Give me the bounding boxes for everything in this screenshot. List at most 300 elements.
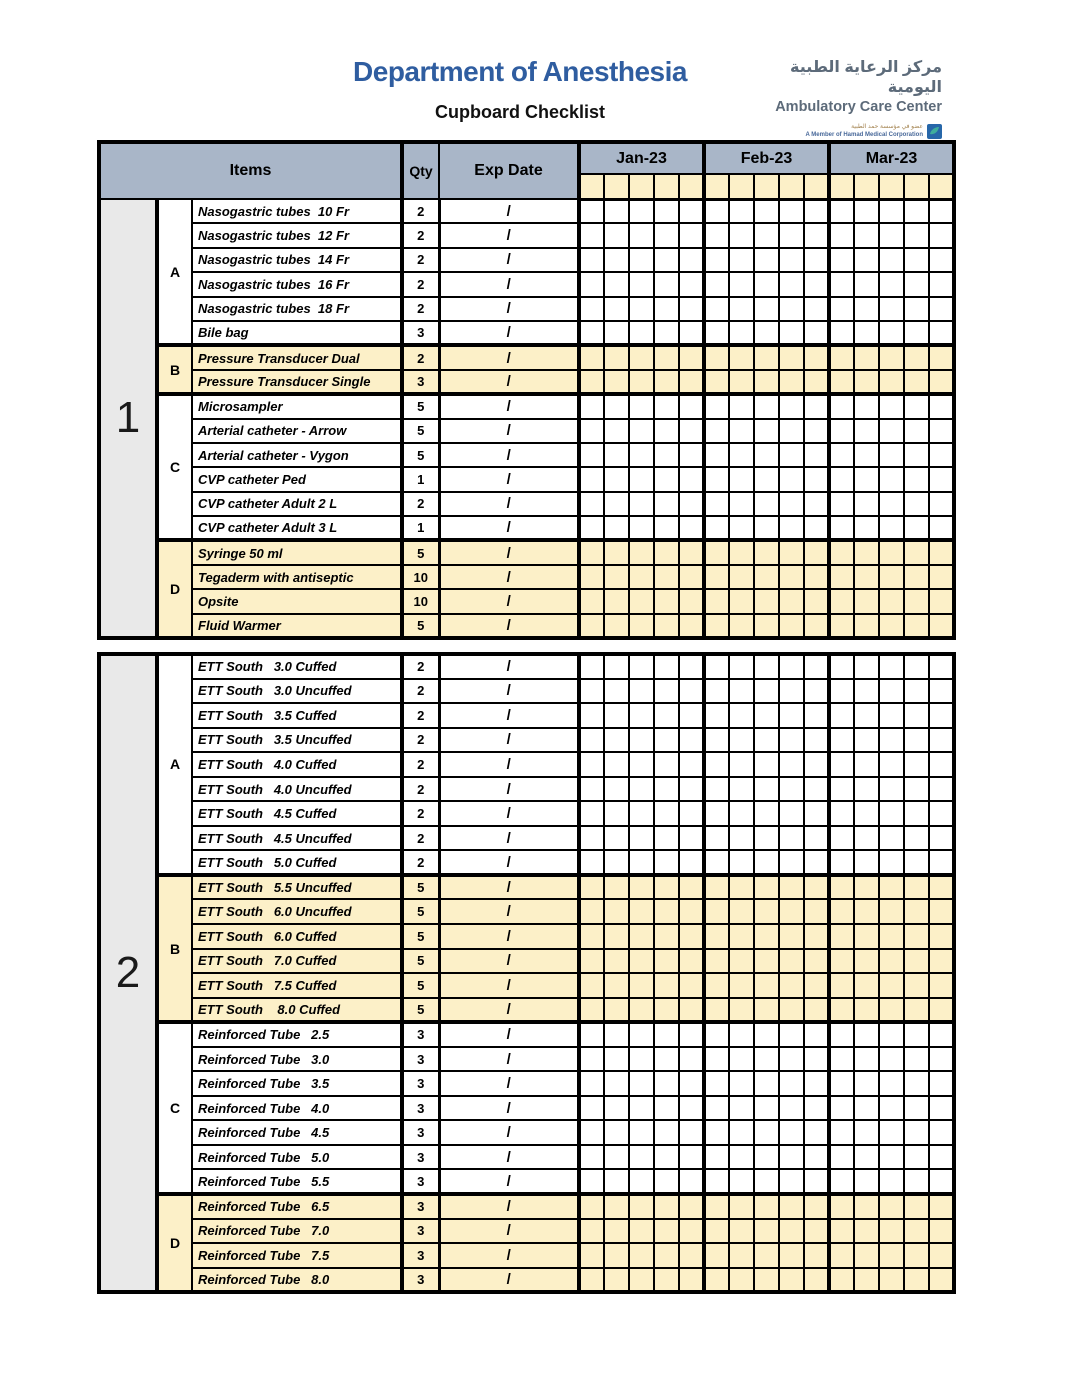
item-qty: 3 [402,1071,439,1096]
week-check-cell [679,998,704,1023]
item-name: Pressure Transducer Dual [192,345,402,369]
week-check-cell [729,703,754,728]
week-check-cell [779,394,804,418]
week-check-cell [754,998,779,1023]
exp-date-cell: / [439,272,579,296]
week-check-cell [829,850,854,875]
week-check-cell [804,614,829,638]
item-row [99,1022,954,1047]
week-check-cell [804,565,829,589]
group-letter: C [157,1022,192,1194]
week-check-cell [679,614,704,638]
week-check-cell [854,516,879,540]
week-check-cell [679,467,704,491]
week-check-cell [729,801,754,826]
week-check-cell [579,654,604,679]
exp-date-cell: / [439,679,579,704]
week-check-cell [704,443,729,467]
week-check-cell [804,223,829,247]
week-check-cell [629,516,654,540]
item-qty: 5 [402,614,439,638]
week-check-cell [604,516,629,540]
week-check-cell [854,370,879,394]
week-check-cell [929,419,954,443]
week-check-cell [804,370,829,394]
item-row [99,998,954,1023]
week-check-cell [654,394,679,418]
week-check-cell [604,679,629,704]
week-check-cell [754,801,779,826]
week-check-cell [879,1194,904,1219]
week-check-cell [779,1047,804,1072]
item-row [99,826,954,851]
week-check-cell [854,321,879,345]
week-check-cell [904,1047,929,1072]
item-row [99,419,954,443]
item-qty: 3 [402,1120,439,1145]
week-check-cell [679,516,704,540]
item-qty: 2 [402,492,439,516]
week-check-cell [779,998,804,1023]
week-check-cell [704,1047,729,1072]
page-subtitle: Cupboard Checklist [434,102,606,122]
week-check-cell [879,1120,904,1145]
week-check-cell [804,801,829,826]
item-qty: 5 [402,998,439,1023]
exp-date-cell: / [439,516,579,540]
week-check-cell [654,1047,679,1072]
week-check-cell [704,949,729,974]
item-qty: 2 [402,272,439,296]
week-check-cell [704,614,729,638]
week-check-cell [929,492,954,516]
item-qty: 5 [402,924,439,949]
item-row [99,297,954,321]
exp-date-cell: / [439,589,579,613]
week-check-cell [629,703,654,728]
week-check-cell [629,614,654,638]
item-row [99,199,954,223]
week-check-cell [629,248,654,272]
week-check-cell [604,850,629,875]
week-check-cell [579,998,604,1023]
week-check-cell [629,998,654,1023]
week-check-cell [629,1219,654,1244]
exp-date-cell: / [439,875,579,900]
week-check-cell [904,467,929,491]
week-check-cell [904,777,929,802]
week-check-cell [904,589,929,613]
week-check-cell [929,589,954,613]
week-check-cell [679,1120,704,1145]
week-check-cell [779,1022,804,1047]
week-check-cell [604,272,629,296]
week-check-cell [829,321,854,345]
week-check-cell [729,492,754,516]
week-check-cell [704,394,729,418]
week-check-cell [829,199,854,223]
week-check-cell [929,1243,954,1268]
week-check-cell [629,1169,654,1194]
week-check-cell [854,654,879,679]
week-check-cell [629,419,654,443]
item-qty: 5 [402,540,439,564]
exp-date-cell: / [439,826,579,851]
week-check-cell [929,272,954,296]
week-check-cell [854,998,879,1023]
week-check-cell [929,703,954,728]
week-check-cell [604,973,629,998]
week-check-cell [879,654,904,679]
week-check-cell [629,1145,654,1170]
item-name: Arterial catheter - Arrow [192,419,402,443]
week-check-cell [804,1022,829,1047]
week-check-cell [754,516,779,540]
section-number: 2 [99,654,157,1292]
week-check-cell [804,1194,829,1219]
week-check-cell [679,1071,704,1096]
week-check-cell [879,565,904,589]
week-check-cell [679,801,704,826]
item-name: Reinforced Tube 3.0 [192,1047,402,1072]
week-check-cell [654,998,679,1023]
group-letter: B [157,345,192,394]
week-check-cell [854,1194,879,1219]
exp-date-cell: / [439,223,579,247]
week-check-cell [904,850,929,875]
week-check-cell [829,949,854,974]
week-check-cell [729,370,754,394]
week-check-cell [704,801,729,826]
week-check-cell [879,297,904,321]
week-check-cell [754,1120,779,1145]
exp-date-cell: / [439,370,579,394]
item-qty: 2 [402,703,439,728]
week-check-cell [654,752,679,777]
week-check-cell [579,875,604,900]
week-header-cell [579,174,604,199]
week-check-cell [879,1169,904,1194]
item-qty: 2 [402,654,439,679]
week-check-cell [704,1219,729,1244]
week-check-cell [629,1120,654,1145]
week-check-cell [829,1047,854,1072]
week-check-cell [879,223,904,247]
week-check-cell [579,419,604,443]
week-header-cell [754,174,779,199]
week-check-cell [829,345,854,369]
week-check-cell [654,1145,679,1170]
week-check-cell [729,1145,754,1170]
exp-date-cell: / [439,614,579,638]
week-header-cell [679,174,704,199]
week-check-cell [579,1268,604,1293]
week-check-cell [629,467,654,491]
month-header-mar: Mar-23 [829,142,954,174]
week-check-cell [879,801,904,826]
week-check-cell [629,679,654,704]
item-name: Syringe 50 ml [192,540,402,564]
week-check-cell [729,565,754,589]
week-check-cell [904,614,929,638]
week-check-cell [879,949,904,974]
week-check-cell [779,899,804,924]
week-check-cell [654,223,679,247]
column-header-exp-date: Exp Date [439,142,579,199]
week-check-cell [604,949,629,974]
week-check-cell [854,540,879,564]
week-check-cell [929,998,954,1023]
week-check-cell [829,899,854,924]
week-check-cell [929,321,954,345]
week-check-cell [579,752,604,777]
week-check-cell [829,752,854,777]
item-name: ETT South 4.0 Cuffed [192,752,402,777]
week-check-cell [854,850,879,875]
week-check-cell [754,321,779,345]
week-check-cell [779,1219,804,1244]
item-name: Nasogastric tubes 10 Fr [192,199,402,223]
week-check-cell [804,998,829,1023]
org-name-english: Ambulatory Care Center [775,99,942,115]
week-check-cell [754,1022,779,1047]
exp-date-cell: / [439,467,579,491]
week-check-cell [754,272,779,296]
week-check-cell [754,924,779,949]
week-check-cell [754,370,779,394]
item-row [99,565,954,589]
week-check-cell [804,419,829,443]
week-check-cell [854,777,879,802]
week-check-cell [629,565,654,589]
exp-date-cell: / [439,801,579,826]
week-check-cell [929,1169,954,1194]
week-check-cell [754,949,779,974]
week-check-cell [879,248,904,272]
week-check-cell [854,703,879,728]
group-letter: B [157,875,192,1022]
item-row [99,516,954,540]
week-check-cell [604,1268,629,1293]
week-header-cell [829,174,854,199]
week-check-cell [829,272,854,296]
week-check-cell [779,443,804,467]
week-check-cell [904,1022,929,1047]
week-check-cell [629,949,654,974]
week-check-cell [829,703,854,728]
week-check-cell [629,875,654,900]
week-check-cell [604,223,629,247]
week-check-cell [654,1219,679,1244]
week-check-cell [804,516,829,540]
week-check-cell [804,467,829,491]
exp-date-cell: / [439,924,579,949]
week-check-cell [829,419,854,443]
exp-date-cell: / [439,777,579,802]
week-check-cell [929,924,954,949]
week-check-cell [829,728,854,753]
week-header-cell [904,174,929,199]
week-check-cell [629,272,654,296]
week-check-cell [729,223,754,247]
week-check-cell [929,777,954,802]
week-check-cell [579,1120,604,1145]
week-check-cell [579,394,604,418]
week-check-cell [904,826,929,851]
week-check-cell [579,589,604,613]
week-check-cell [904,1194,929,1219]
item-name: Nasogastric tubes 14 Fr [192,248,402,272]
week-check-cell [829,679,854,704]
week-check-cell [779,679,804,704]
week-check-cell [729,1194,754,1219]
week-check-cell [754,850,779,875]
week-check-cell [729,199,754,223]
week-check-cell [629,728,654,753]
item-row [99,1047,954,1072]
exp-date-cell: / [439,728,579,753]
week-check-cell [704,589,729,613]
week-check-cell [679,443,704,467]
week-check-cell [604,321,629,345]
week-check-cell [704,199,729,223]
week-check-cell [779,850,804,875]
week-check-cell [879,419,904,443]
week-check-cell [904,223,929,247]
week-check-cell [929,850,954,875]
item-name: Reinforced Tube 5.5 [192,1169,402,1194]
item-name: ETT South 4.0 Uncuffed [192,777,402,802]
week-check-cell [604,1120,629,1145]
week-check-cell [579,703,604,728]
week-check-cell [679,728,704,753]
week-check-cell [879,1145,904,1170]
week-check-cell [779,1145,804,1170]
week-check-cell [829,1145,854,1170]
week-check-cell [654,565,679,589]
item-row [99,654,954,679]
week-check-cell [579,899,604,924]
week-check-cell [879,1219,904,1244]
week-check-cell [654,703,679,728]
week-check-cell [729,949,754,974]
week-check-cell [679,899,704,924]
item-qty: 2 [402,728,439,753]
week-check-cell [729,875,754,900]
week-check-cell [654,949,679,974]
week-check-cell [679,949,704,974]
week-check-cell [679,973,704,998]
item-qty: 5 [402,899,439,924]
week-check-cell [704,998,729,1023]
week-check-cell [804,321,829,345]
column-header-items: Items [99,142,402,199]
week-check-cell [829,1120,854,1145]
week-check-cell [704,540,729,564]
week-check-cell [604,875,629,900]
week-check-cell [754,492,779,516]
item-qty: 5 [402,443,439,467]
item-qty: 3 [402,321,439,345]
item-row [99,370,954,394]
week-check-cell [654,924,679,949]
week-check-cell [804,703,829,728]
week-check-cell [754,199,779,223]
week-check-cell [854,199,879,223]
week-check-cell [729,1022,754,1047]
item-name: Reinforced Tube 7.5 [192,1243,402,1268]
item-qty: 5 [402,394,439,418]
week-check-cell [704,1145,729,1170]
week-check-cell [679,1169,704,1194]
exp-date-cell: / [439,850,579,875]
item-name: Reinforced Tube 7.0 [192,1219,402,1244]
week-check-cell [704,924,729,949]
week-check-cell [679,419,704,443]
week-check-cell [754,297,779,321]
week-header-cell [654,174,679,199]
item-qty: 3 [402,1268,439,1293]
week-check-cell [854,752,879,777]
week-check-cell [829,492,854,516]
week-check-cell [604,1145,629,1170]
week-check-cell [854,589,879,613]
week-check-cell [929,297,954,321]
week-check-cell [579,1047,604,1072]
item-qty: 3 [402,1194,439,1219]
week-check-cell [904,924,929,949]
exp-date-cell: / [439,394,579,418]
week-check-cell [879,850,904,875]
exp-date-cell: / [439,1022,579,1047]
week-header-cell [929,174,954,199]
week-check-cell [579,443,604,467]
week-check-cell [654,199,679,223]
week-check-cell [704,1243,729,1268]
week-check-cell [904,801,929,826]
week-check-cell [754,540,779,564]
week-check-cell [829,1169,854,1194]
week-check-cell [854,924,879,949]
week-check-cell [579,1145,604,1170]
week-check-cell [904,419,929,443]
week-check-cell [679,1047,704,1072]
week-check-cell [729,248,754,272]
week-check-cell [604,419,629,443]
week-check-cell [604,345,629,369]
week-check-cell [929,1194,954,1219]
item-row [99,1096,954,1121]
week-check-cell [854,1022,879,1047]
week-check-cell [879,924,904,949]
week-check-cell [779,703,804,728]
week-check-cell [629,1096,654,1121]
week-check-cell [929,826,954,851]
item-name: Nasogastric tubes 16 Fr [192,272,402,296]
item-name: Microsampler [192,394,402,418]
week-check-cell [904,297,929,321]
week-check-cell [729,679,754,704]
week-check-cell [729,589,754,613]
week-check-cell [754,777,779,802]
week-header-cell [704,174,729,199]
item-name: Reinforced Tube 8.0 [192,1268,402,1293]
item-name: Arterial catheter - Vygon [192,443,402,467]
week-check-cell [604,703,629,728]
week-check-cell [654,345,679,369]
exp-date-cell: / [439,1145,579,1170]
week-check-cell [929,540,954,564]
